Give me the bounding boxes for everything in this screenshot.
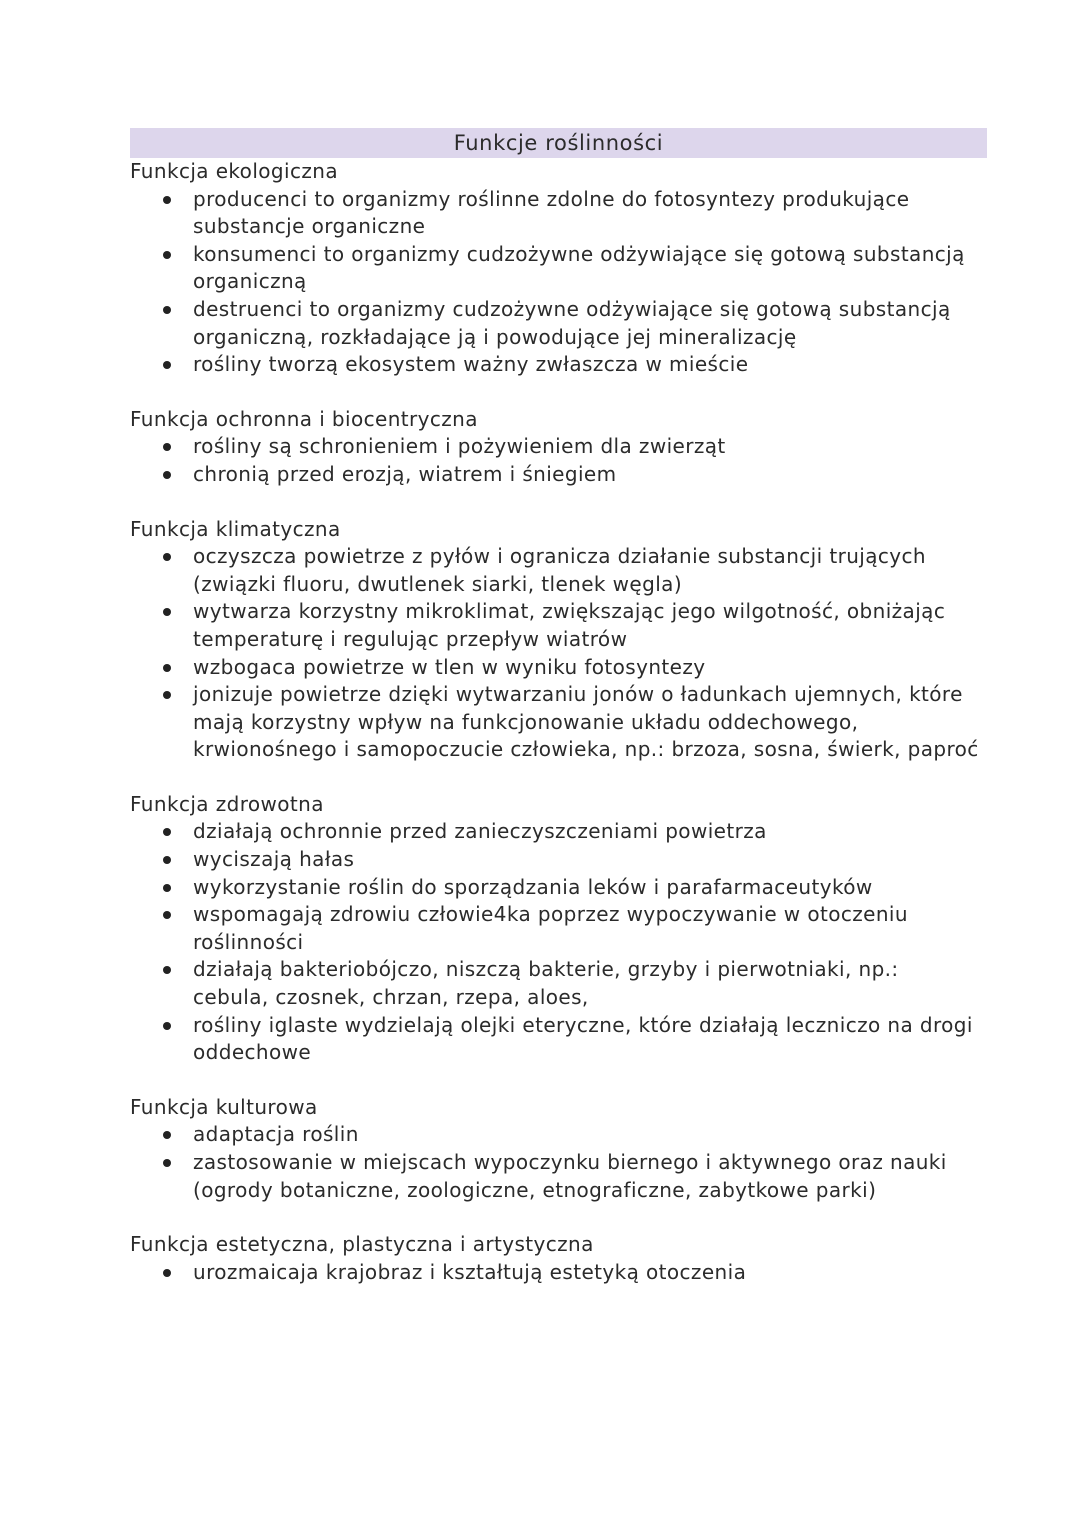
list-item-text: jonizuje powietrze dzięki wytwarzaniu jonów o ładunkach ujemnych, które mają korzystny wpływ na funkcjonowanie układu oddechowego, krwionośnego i samopoczucie człowieka, np.: brzoza, sosna, świerk, paproć (193, 682, 979, 762)
bullet-icon (163, 608, 171, 616)
bullet-icon (163, 1131, 171, 1139)
list-item (193, 874, 987, 902)
bullet-icon (163, 1022, 171, 1030)
section-ecological (130, 158, 987, 379)
list-item (193, 846, 987, 874)
list-item-text: oczyszcza powietrze z pyłów i ogranicza działanie substancji trujących (związki fluoru, dwutlenek siarki, tlenek węgla) (193, 544, 926, 596)
list-item-text: destruenci to organizmy cudzożywne odżywiające się gotową substancją organiczną, rozkładające ją i powodujące jej mineralizację (193, 296, 951, 349)
list-item-text: urozmaicaja krajobraz i kształtują estetyką otoczenia (193, 1259, 747, 1284)
bullet-list (130, 543, 987, 764)
bullet-icon (163, 856, 171, 864)
list-item-text: rośliny są schronieniem i pożywieniem dla zwierząt (193, 434, 726, 459)
document-page (130, 128, 987, 1286)
section-heading: Funkcja ochronna i biocentryczna (130, 406, 478, 431)
list-item (193, 351, 987, 379)
list-item (193, 654, 987, 682)
bullet-icon (163, 664, 171, 672)
list-item-text: chronią przed erozją, wiatrem i śniegiem (193, 461, 617, 486)
bullet-icon (163, 443, 171, 451)
list-item-text: adaptacja roślin (193, 1122, 359, 1147)
section-climatic (130, 516, 987, 764)
list-item-text: rośliny iglaste wydzielają olejki eteryczne, które działają leczniczo na drogi oddechowe (193, 1012, 973, 1065)
bullet-list (130, 186, 987, 379)
list-item (193, 296, 987, 351)
bullet-icon (163, 966, 171, 974)
list-item (193, 433, 987, 461)
bullet-icon (163, 1159, 171, 1167)
list-item (193, 818, 987, 846)
bullet-list (130, 433, 987, 488)
bullet-icon (163, 828, 171, 836)
section-heading: Funkcja estetyczna, plastyczna i artystyczna (130, 1232, 594, 1257)
list-item-text: zastosowanie w miejscach wypoczynku biernego i aktywnego oraz nauki (ogrody botaniczne, zoologiczne, etnograficzne, zabytkowe parki) (193, 1150, 947, 1202)
list-item (193, 461, 987, 489)
list-item (193, 956, 987, 1011)
list-item (193, 1012, 987, 1067)
list-item (193, 681, 987, 764)
bullet-list (130, 818, 987, 1066)
bullet-icon (163, 553, 171, 561)
list-item-text: działają bakteriobójczo, niszczą bakterie, grzyby i pierwotniaki, np.: cebula, czosnek, chrzan, rzepa, aloes, (193, 957, 899, 1010)
list-item-text: wyciszają hałas (193, 847, 355, 872)
list-item (193, 543, 987, 598)
section-heading: Funkcja ekologiczna (130, 159, 338, 183)
section-cultural (130, 1094, 987, 1204)
bullet-icon (163, 884, 171, 892)
bullet-icon (163, 251, 171, 259)
page-title: Funkcje roślinności (130, 128, 987, 158)
section-aesthetic (130, 1231, 987, 1286)
bullet-icon (163, 306, 171, 314)
list-item-text: wspomagają zdrowiu człowie4ka poprzez wypoczywanie w otoczeniu roślinności (193, 902, 908, 954)
list-item (193, 186, 987, 241)
list-item-text: wzbogaca powietrze w tlen w wyniku fotosyntezy (193, 654, 706, 679)
bullet-icon (163, 691, 171, 699)
bullet-icon (163, 471, 171, 479)
list-item (193, 901, 987, 956)
list-item-text: rośliny tworzą ekosystem ważny zwłaszcza w mieście (193, 352, 749, 377)
bullet-icon (163, 361, 171, 369)
section-protective (130, 406, 987, 489)
section-heading: Funkcja klimatyczna (130, 516, 341, 541)
list-item-text: wykorzystanie roślin do sporządzania leków i parafarmaceutyków (193, 874, 873, 899)
bullet-icon (163, 196, 171, 204)
section-health (130, 791, 987, 1067)
list-item-text: konsumenci to organizmy cudzożywne odżywiające się gotową substancją organiczną (193, 241, 965, 294)
section-heading: Funkcja zdrowotna (130, 791, 324, 816)
list-item (193, 598, 987, 653)
list-item-text: wytwarza korzystny mikroklimat, zwiększając jego wilgotność, obniżając temperaturę i regulując przepływ wiatrów (193, 599, 946, 651)
list-item (193, 1149, 987, 1204)
list-item (193, 241, 987, 296)
bullet-icon (163, 911, 171, 919)
bullet-list (130, 1121, 987, 1204)
list-item-text: działają ochronnie przed zanieczyszczeniami powietrza (193, 819, 767, 844)
bullet-icon (163, 1269, 171, 1277)
list-item (193, 1259, 987, 1287)
list-item-text: producenci to organizmy roślinne zdolne do fotosyntezy produkujące substancje organiczne (193, 186, 910, 239)
section-heading: Funkcja kulturowa (130, 1094, 318, 1119)
list-item (193, 1121, 987, 1149)
bullet-list (130, 1259, 987, 1287)
